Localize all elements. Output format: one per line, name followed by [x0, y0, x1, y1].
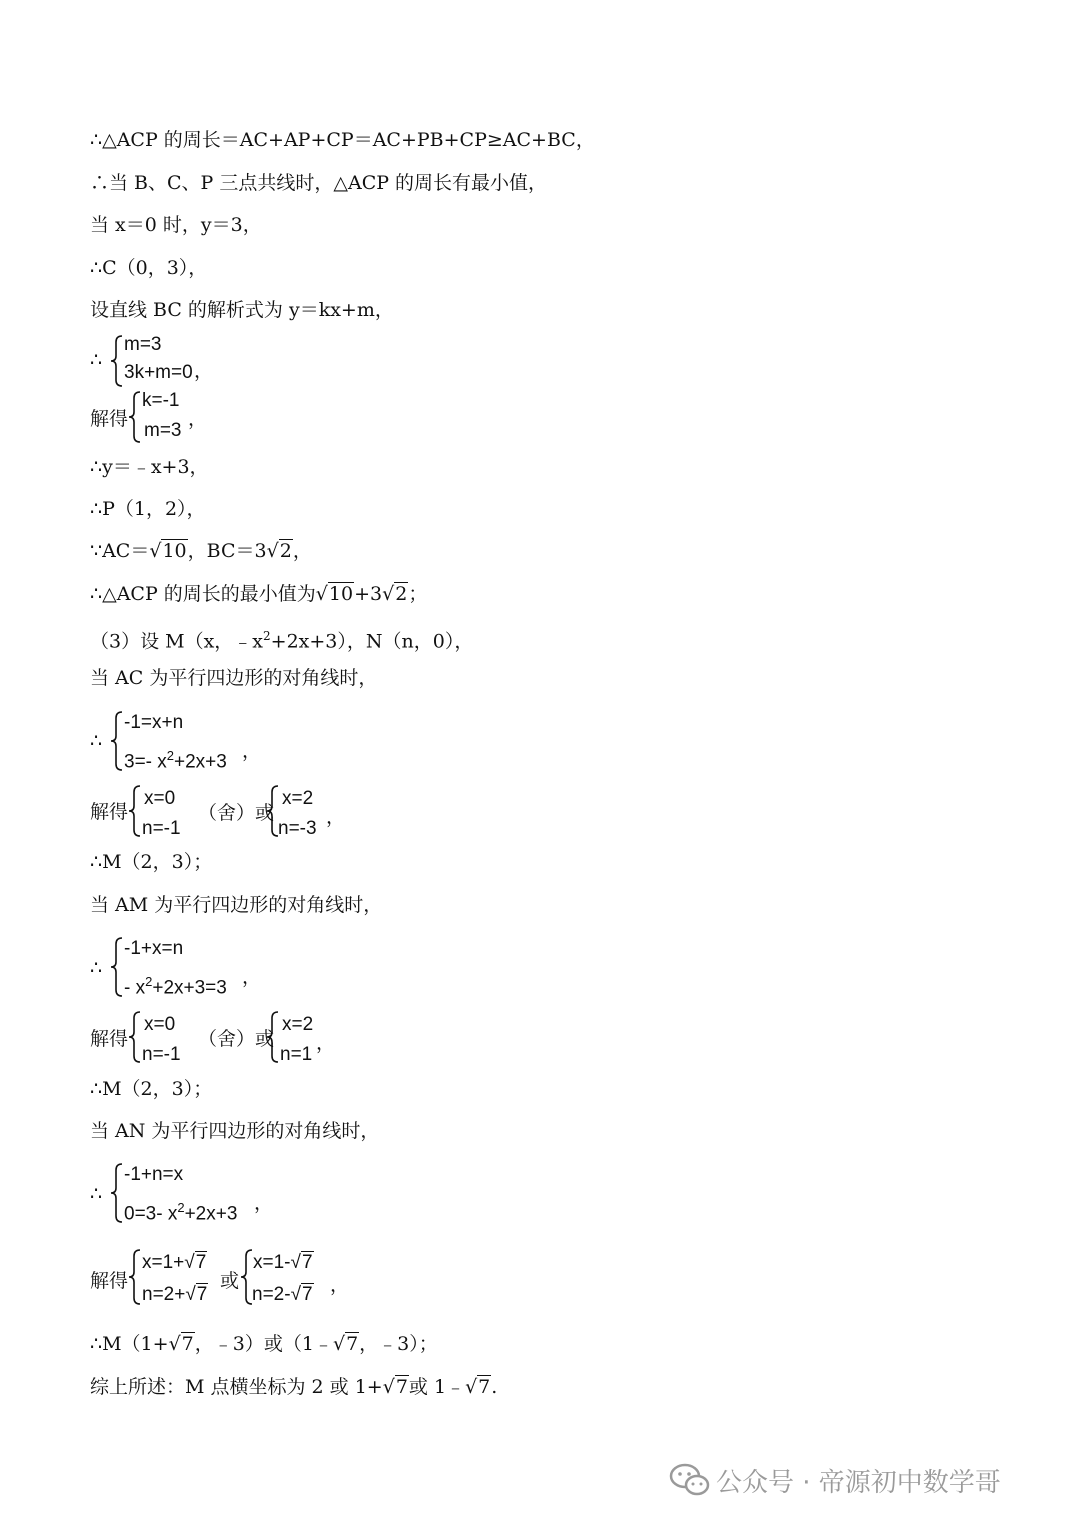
system-3: -1=x+n 3=- $x^2+2x+3$ ，: [110, 710, 260, 774]
line-case-an: 当 AN 为平行四边形的对角线时，: [90, 1120, 380, 1142]
system-3-lead: ∴: [90, 730, 103, 752]
left-brace-icon: [110, 936, 124, 998]
line-ac-bc-lengths: ∵AC＝√10，BC＝3√2，: [90, 540, 312, 562]
left-brace-icon: [110, 710, 124, 772]
system-7: -1+n=x 0=3- $x^2+2x+3$ ，: [110, 1162, 270, 1226]
left-brace-icon: [110, 1162, 124, 1224]
wechat-icon: [668, 1460, 712, 1500]
line-bc-equation: 设直线 BC 的解析式为 y＝kx+m，: [90, 299, 394, 321]
left-brace-icon: [266, 1010, 280, 1064]
line-bc-result: ∴y＝﹣x+3，: [90, 456, 209, 478]
left-brace-icon: [128, 784, 142, 838]
system-1-lead: ∴: [90, 349, 103, 371]
system-1: m=3 3k+m=0 ，: [110, 334, 210, 390]
line-min-perimeter: ∴△ACP 的周长的最小值为√10+3√2；: [90, 583, 428, 605]
left-brace-icon: [110, 334, 124, 388]
line-x-zero: 当 x＝0 时，y＝3，: [90, 214, 262, 236]
system-8: x=1+√7 n=2+√7 或 x=1-√7 n=2-√7 ，: [128, 1248, 348, 1310]
line-part3-setup: （3）设 M（x，$﹣x^2+2x+3$），N（n，0），: [90, 629, 474, 653]
line-case-am: 当 AM 为平行四边形的对角线时，: [90, 894, 383, 916]
left-brace-icon: [128, 1248, 142, 1306]
line-m-result-3: ∴M（1+√7，﹣3）或（1﹣√7，﹣3）；: [90, 1333, 438, 1355]
line-m-result-2: ∴M（2，3）；: [90, 1078, 213, 1100]
watermark-text: 公众号 · 帝源初中数学哥: [716, 1468, 1001, 1498]
left-brace-icon: [128, 390, 142, 444]
system-5: -1+x=n - $x^2+2x+3=3$ ，: [110, 936, 260, 1000]
line-point-p: ∴P（1，2），: [90, 498, 206, 520]
line-collinear: ∴当 B、C、P 三点共线时，△ACP 的周长有最小值，: [90, 172, 548, 194]
left-brace-icon: [128, 1010, 142, 1064]
system-7-lead: ∴: [90, 1183, 103, 1205]
line-perimeter: ∴△ACP 的周长＝AC+AP+CP＝AC+PB+CP≥AC+BC，: [90, 129, 595, 151]
system-6: x=0 n=-1 （舍）或 x=2 n=1 ，: [128, 1010, 348, 1068]
system-8-lead: 解得: [90, 1270, 129, 1292]
system-5-lead: ∴: [90, 957, 103, 979]
line-case-ac: 当 AC 为平行四边形的对角线时，: [90, 667, 378, 689]
system-4: x=0 n=-1 （舍）或 x=2 n=-3 ，: [128, 784, 348, 842]
system-2-lead: 解得: [90, 408, 129, 430]
system-4-lead: 解得: [90, 801, 129, 823]
system-2: k=-1 m=3 ，: [128, 390, 218, 446]
line-summary: 综上所述：M 点横坐标为 2 或 1+√7或 1﹣√7.: [90, 1376, 498, 1398]
line-point-c: ∴C（0，3），: [90, 257, 208, 279]
line-m-result-1: ∴M（2，3）；: [90, 851, 213, 873]
watermark: [668, 1452, 1048, 1508]
system-6-lead: 解得: [90, 1028, 129, 1050]
